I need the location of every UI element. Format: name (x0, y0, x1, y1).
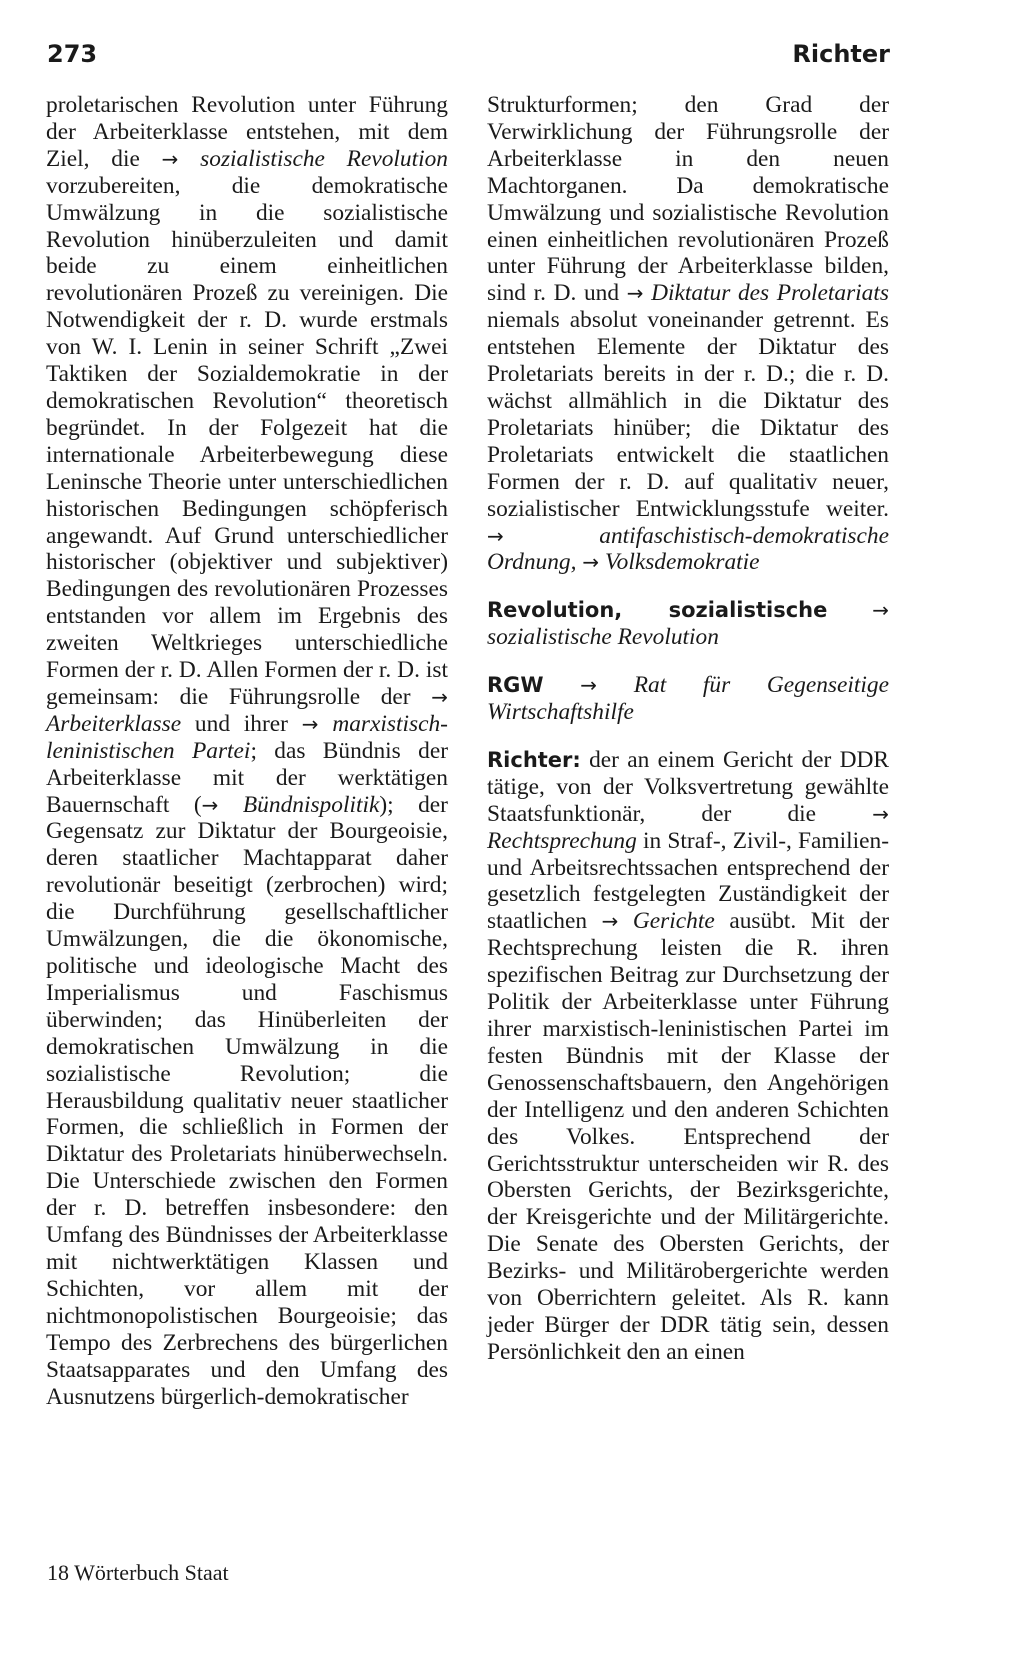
entry-term: Richter: (487, 747, 581, 772)
cross-reference-link[interactable]: Gerichte (632, 908, 715, 935)
cross-reference-link[interactable]: Rat für Gegenseitige Wirtschaftshilfe (487, 672, 889, 726)
entry-revolution-sozialistische (487, 597, 889, 651)
cross-reference-link[interactable]: Volksdemokratie (604, 549, 760, 576)
right-arrow-icon: → (872, 598, 889, 623)
cross-reference-link[interactable]: Bündnispolitik (242, 791, 380, 818)
entry-term: RGW (487, 673, 544, 698)
cross-reference-link[interactable]: sozialistische Revolution (487, 624, 719, 651)
cross-reference-link[interactable]: Rechtsprechung (487, 827, 637, 854)
right-arrow-icon: → (872, 801, 889, 826)
right-arrow-icon: → (601, 909, 619, 934)
cross-reference-link[interactable]: Arbeiterklasse (46, 710, 182, 737)
right-arrow-icon: → (161, 146, 179, 171)
right-arrow-icon: → (580, 673, 598, 698)
paragraph-continuation: proletarischen Revolution unter Führung der Arbeiterklasse entstehen, mit dem Ziel, die → sozialistische Revolution vorzubereiten, die demokratische Umwälzung in die sozialistische Revolution hinüberzuleiten und damit beide zu einem einheitlichen revolutionären Prozeß zu vereinigen. Die Notwendigkeit der r. D. wurde erstmals von W. I. Lenin in seiner Schrift „Zwei Taktiken der Sozialdemokratie in der demokratischen Revolution“ theoretisch begründet. In der Folgezeit hat die internationale Arbeiterbewegung diese Leninsche Theorie unter unterschiedlichen historischen Bedingungen schöpferisch angewandt. Auf Grund unterschiedlicher historischer (objektiver und subjektiver) Bedingungen des revolutionären Prozesses entstanden vor allem im Ergebnis des zweiten Weltkrieges unterschiedliche Formen der r. D. Allen Formen der r. D. ist gemeinsam: die Führungsrolle der → Arbeiterklasse und ihrer → marxistisch-leninistischen Partei; das Bündnis der Arbeiterklasse mit der werktätigen Bauernschaft (→ Bündnispolitik); der Gegensatz zur Diktatur der Bourgeoisie, deren staatlicher Machtapparat daher revolutionär beseitigt (zerbrochen) wird; die Durchführung gesellschaftlicher Umwälzungen, die die ökonomische, politische und ideologische Macht des Imperialismus und Faschismus überwinden; das Hinüberleiten der demokratischen Umwälzung in die sozialistische Revolution; die Herausbildung qualitativ neuer staatlicher Formen, die schließlich in Formen der Diktatur des Proletariats hinüberwechseln. Die Unterschiede zwischen den Formen der r. D. betreffen insbesondere: den Umfang des Bündnisses der Arbeiterklasse mit nichtwerktätigen Klassen und Schichten, vor allem mit der nichtmonopolistischen Bourgeoisie; das Tempo des Zerbrechens des bürgerlichen Staatsapparates und den Umfang des Ausnutzens bürgerlich-demokratischer (46, 92, 448, 1410)
right-arrow-icon: → (201, 792, 219, 817)
right-arrow-icon: → (626, 281, 644, 306)
cross-reference-link[interactable]: Diktatur des Proletariats (651, 280, 889, 307)
entry-rgw (487, 672, 889, 726)
cross-reference-link[interactable]: sozialistische Revolution (200, 145, 448, 172)
right-arrow-icon: → (582, 550, 600, 575)
right-arrow-icon: → (301, 711, 319, 736)
right-column (487, 92, 889, 1366)
entry-term: Revolution, sozialistische (487, 598, 828, 623)
signature-mark: 18 Wörterbuch Staat (47, 1560, 229, 1585)
entry-richter: Richter: der an einem Gericht der DDR tätige, von der Volksvertretung gewählte Staatsfunktionär, der die → Rechtsprechung in Straf-, Zivil-, Familien- und Arbeitsrechtssachen entsprechend der gesetzlich festgelegten Zuständigkeit der staatlichen → Gerichte ausübt. Mit der Rechtsprechung leisten die R. ihren spezifischen Beitrag zur Durchsetzung der Politik der Arbeiterklasse unter Führung ihrer marxistisch-leninistischen Partei im festen Bündnis mit der Klasse der Genossenschaftsbauern, den Angehörigen der Intelligenz und den anderen Schichten des Volkes. Entsprechend der Gerichtsstruktur unterscheiden wir R. des Obersten Gerichts, der Bezirksgerichte, der Kreisgerichte und der Militärgerichte. Die Senate des Obersten Gerichts, der Bezirks- und Militärobergerichte werden von Oberrichtern geleitet. Als R. kann jeder Bürger der DDR tätig sein, dessen Persönlichkeit den an einen (487, 746, 889, 1365)
cross-reference-link[interactable]: antifaschistisch-demokratische Ordnung, (487, 522, 889, 576)
cross-reference-link[interactable]: marxistisch-leninistischen Partei (46, 710, 448, 764)
right-arrow-icon: → (431, 684, 448, 709)
paragraph-continuation: Strukturformen; den Grad der Verwirklichung der Führungsrolle der Arbeiterklasse in den neuen Machtorganen. Da demokratische Umwälzung und sozialistische Revolution einen einheitlichen revolutionären Prozeß unter Führung der Arbeiterklasse bilden, sind r. D. und → Diktatur des Proletariats niemals absolut voneinander getrennt. Es entstehen Elemente der Diktatur des Proletariats bereits in der r. D.; die r. D. wächst allmählich in die Diktatur des Proletariats hinüber; die Diktatur des Proletariats entwickelt die staatlichen Formen der r. D. auf qualitativ neuer, sozialistischer Entwicklungsstufe weiter. → antifaschistisch-demokratische Ordnung, → Volksdemokratie (487, 92, 889, 576)
right-arrow-icon: → (487, 523, 504, 548)
running-title: Richter (792, 40, 890, 68)
page-footer (47, 1560, 229, 1586)
page-header (47, 40, 890, 68)
page-number: 273 (47, 40, 98, 68)
left-column (46, 92, 448, 1410)
